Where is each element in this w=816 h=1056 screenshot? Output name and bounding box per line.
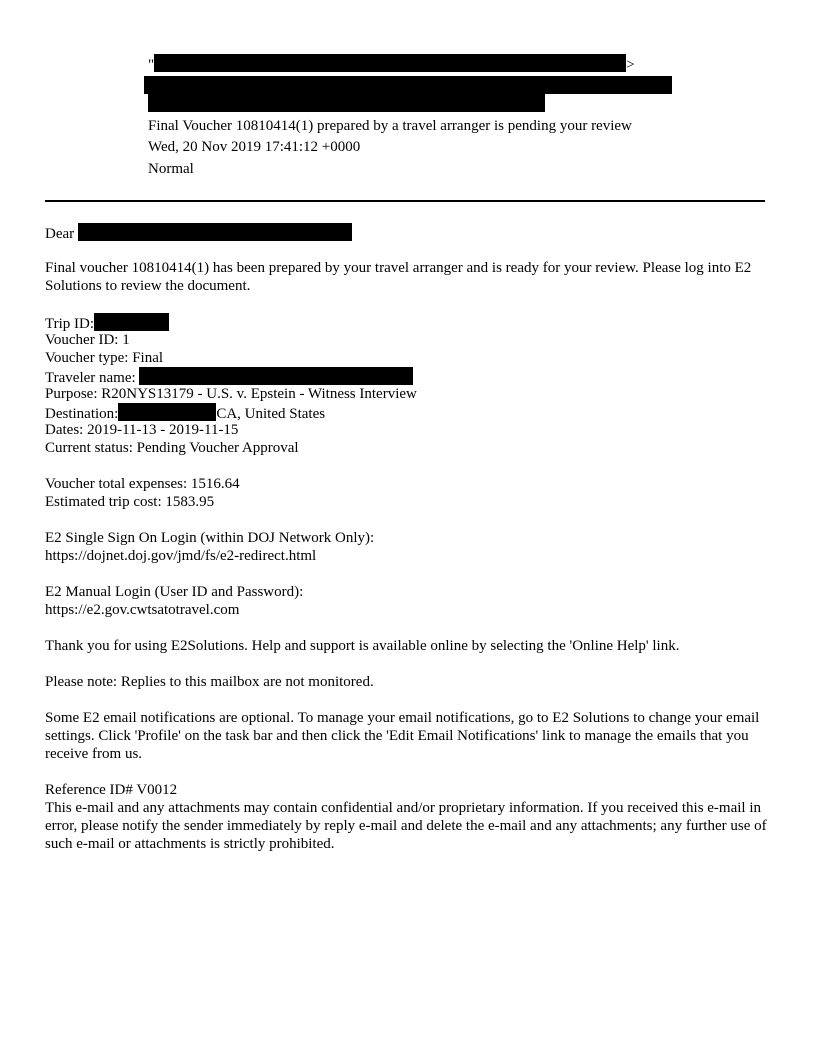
status-line: Current status: Pending Voucher Approval xyxy=(45,440,299,456)
sso-login-block xyxy=(45,529,775,565)
redaction-bar xyxy=(94,313,169,331)
intro-text: Final voucher 10810414(1) has been prepared by your travel arranger and is ready for your review. Please log into E2 Solutions to review the document. xyxy=(45,260,752,294)
redaction-bar xyxy=(148,94,545,112)
header-divider xyxy=(45,200,765,202)
manual-login-block xyxy=(45,583,775,619)
sso-heading: E2 Single Sign On Login (within DOJ Network Only): xyxy=(45,530,375,546)
from-close-bracket: > xyxy=(626,57,635,73)
subject-value: Final Voucher 10810414(1) prepared by a travel arranger is pending your review xyxy=(148,118,632,134)
optional-notifications-paragraph xyxy=(45,709,775,763)
manual-url: https://e2.gov.cwtsatotravel.com xyxy=(45,602,240,618)
destination-label: Destination: xyxy=(45,406,119,422)
sso-url: https://dojnet.doj.gov/jmd/fs/e2-redirect.html xyxy=(45,548,317,564)
trip-details xyxy=(45,313,775,457)
greeting xyxy=(45,223,775,241)
redaction-bar xyxy=(144,76,672,94)
destination-suffix: CA, United States xyxy=(216,406,326,422)
voucher-id-line: Voucher ID: 1 xyxy=(45,332,130,348)
thanks-text: Thank you for using E2Solutions. Help and support is available online by selecting the 'Online Help' link. xyxy=(45,638,680,654)
from-quote: " xyxy=(148,57,155,73)
importance-value: Normal xyxy=(148,161,194,177)
redaction-bar xyxy=(78,223,352,241)
to-value xyxy=(144,76,672,96)
intro-paragraph xyxy=(45,259,775,295)
reference-id: Reference ID# V0012 xyxy=(45,782,178,798)
note-text: Please note: Replies to this mailbox are not monitored. xyxy=(45,674,374,690)
destination-line xyxy=(45,403,775,421)
optional-text: Some E2 email notifications are optional. To manage your email notifications, go to E2 Solutions to change your email settings. Click 'Profile' on the task bar and then click the 'Edit Email Notifications' link to manage the emails that you receive from us. xyxy=(45,710,760,762)
total-expenses-line: Voucher total expenses: 1516.64 xyxy=(45,476,240,492)
redaction-bar xyxy=(154,54,626,72)
footer-block xyxy=(45,781,775,853)
estimated-cost-line: Estimated trip cost: 1583.95 xyxy=(45,494,215,510)
date-value: Wed, 20 Nov 2019 17:41:12 +0000 xyxy=(148,139,361,155)
greeting-text: Dear xyxy=(45,226,75,242)
to-value-continued xyxy=(148,94,545,114)
voucher-type-line: Voucher type: Final xyxy=(45,350,164,366)
redaction-bar xyxy=(139,367,413,385)
purpose-line: Purpose: R20NYS13179 - U.S. v. Epstein - Witness Interview xyxy=(45,386,417,402)
from-value xyxy=(148,54,635,74)
dates-line: Dates: 2019-11-13 - 2019-11-15 xyxy=(45,422,239,438)
disclaimer-text: This e-mail and any attachments may contain confidential and/or proprietary information. If you received this e-mail in error, please notify the sender immediately by reply e-mail and delete the e-mail and any attachments; any further use of such e-mail or attachments is strictly prohibited. xyxy=(45,800,767,852)
traveler-line xyxy=(45,367,775,385)
trip-id-label: Trip ID: xyxy=(45,316,95,332)
traveler-label: Traveler name: xyxy=(45,370,136,386)
manual-heading: E2 Manual Login (User ID and Password): xyxy=(45,584,304,600)
thanks-paragraph xyxy=(45,637,775,655)
cost-summary xyxy=(45,475,775,511)
trip-id-line xyxy=(45,313,775,331)
note-paragraph xyxy=(45,673,775,691)
redaction-bar xyxy=(118,403,216,421)
